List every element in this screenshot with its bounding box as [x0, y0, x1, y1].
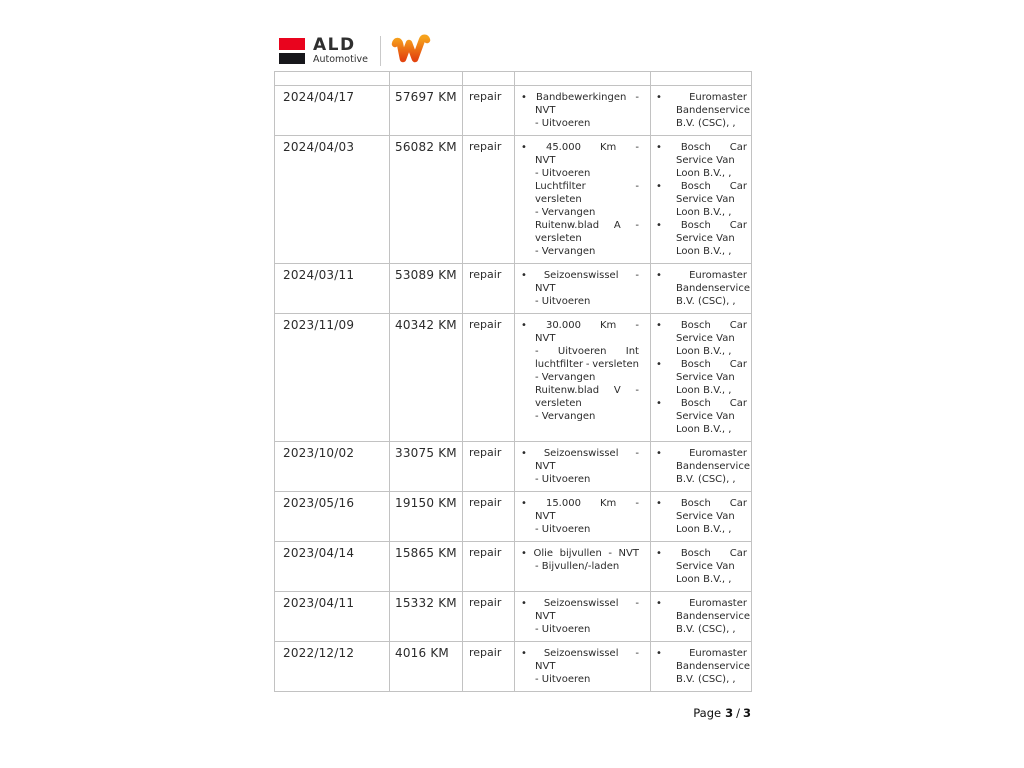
supplier-line: Service Van: [676, 155, 735, 166]
cell-supplier: [651, 136, 752, 264]
supplier-line: [656, 319, 747, 332]
cell-supplier: [651, 492, 752, 542]
supplier-line: [656, 497, 747, 510]
description-word: -: [635, 220, 639, 231]
supplier-line: B.V. (CSC), ,: [676, 674, 736, 685]
cell-type: repair: [463, 442, 515, 492]
table-row: [275, 642, 752, 692]
supplier-word: Car: [729, 548, 747, 559]
bullet-icon: •: [521, 320, 527, 331]
supplier-item: [656, 141, 747, 180]
supplier-line: Loon B.V., ,: [676, 424, 732, 435]
supplier-line: [656, 219, 747, 232]
supplier-line: Bandenservice: [676, 461, 750, 472]
service-history-body: [275, 72, 752, 692]
cell-type: repair: [463, 314, 515, 442]
page-total: 3: [742, 706, 751, 720]
supplier-line: B.V. (CSC), ,: [676, 474, 736, 485]
cell-mileage: 56082 KM: [390, 136, 463, 264]
ald-logo-text: [313, 37, 368, 65]
cell-description: [515, 442, 651, 492]
cell-description: [515, 86, 651, 136]
bullet-icon: •: [656, 220, 662, 231]
header-cell-empty: [463, 72, 515, 86]
description-line: [521, 269, 639, 282]
supplier-item: [656, 269, 750, 308]
description-word: -: [635, 270, 639, 281]
supplier-word: Car: [729, 181, 747, 192]
supplier-word: Euromaster: [689, 448, 747, 459]
description-word: Ruitenw.blad: [535, 220, 600, 231]
bullet-icon: •: [521, 142, 527, 153]
description-word: bijvullen: [559, 548, 602, 559]
description-line: [521, 91, 639, 104]
description-word: NVT: [618, 548, 639, 559]
supplier-item: [656, 358, 747, 397]
ald-logo-mark: [279, 38, 305, 64]
bullet-icon: •: [656, 359, 662, 370]
cell-supplier: [651, 642, 752, 692]
supplier-line: Loon B.V., ,: [676, 207, 732, 218]
supplier-word: Car: [729, 142, 747, 153]
cell-date: 2024/04/17: [275, 86, 390, 136]
cell-supplier: [651, 86, 752, 136]
description-word: Olie: [533, 548, 554, 559]
service-history-table: [274, 71, 752, 692]
table-row: [275, 442, 752, 492]
description-word: Seizoenswissel: [543, 448, 619, 459]
description-line: - Uitvoeren: [535, 624, 591, 635]
table-row: [275, 264, 752, 314]
bullet-icon: •: [656, 598, 662, 609]
supplier-word: Bosch: [680, 220, 711, 231]
page-current: 3: [725, 706, 734, 720]
description-line: [521, 219, 639, 232]
description-word: luchtfilter: [535, 359, 584, 370]
bullet-icon: •: [656, 270, 662, 281]
description-word: -: [585, 359, 590, 370]
cell-date: 2023/04/11: [275, 592, 390, 642]
description-word: -: [635, 498, 639, 509]
supplier-line: [656, 597, 747, 610]
supplier-line: [656, 91, 747, 104]
supplier-word: Bosch: [680, 548, 711, 559]
bullet-icon: •: [656, 320, 662, 331]
supplier-line: Service Van: [676, 511, 735, 522]
cell-supplier: [651, 592, 752, 642]
description-line: [521, 141, 639, 154]
cell-date: 2024/04/03: [275, 136, 390, 264]
description-line: - Uitvoeren: [535, 296, 591, 307]
description-line: - Vervangen: [535, 246, 596, 257]
description-line: NVT: [535, 461, 556, 472]
description-word: Uitvoeren: [557, 346, 607, 357]
bullet-icon: •: [656, 648, 662, 659]
cell-type: repair: [463, 642, 515, 692]
cell-description: [515, 264, 651, 314]
supplier-word: Euromaster: [689, 648, 747, 659]
description-line: - Bijvullen/-laden: [535, 561, 620, 572]
description-word: 45.000: [545, 142, 581, 153]
description-line: [521, 358, 639, 371]
description-word: -: [635, 448, 639, 459]
supplier-line: Service Van: [676, 372, 735, 383]
description-line: NVT: [535, 105, 556, 116]
table-row: [275, 592, 752, 642]
cell-type: repair: [463, 86, 515, 136]
cell-mileage: 15865 KM: [390, 542, 463, 592]
bullet-icon: •: [656, 92, 662, 103]
description-line: NVT: [535, 511, 556, 522]
cell-date: 2023/05/16: [275, 492, 390, 542]
supplier-line: Loon B.V., ,: [676, 385, 732, 396]
description-line: [521, 180, 639, 193]
cell-mileage: 40342 KM: [390, 314, 463, 442]
supplier-line: [656, 141, 747, 154]
supplier-line: Loon B.V., ,: [676, 246, 732, 257]
description-word: -: [635, 598, 639, 609]
cell-type: repair: [463, 542, 515, 592]
page-label: Page: [693, 706, 722, 720]
description-line: [521, 384, 639, 397]
cell-supplier: [651, 542, 752, 592]
cell-supplier: [651, 442, 752, 492]
supplier-item: [656, 647, 750, 686]
supplier-word: Car: [729, 498, 747, 509]
supplier-line: Service Van: [676, 194, 735, 205]
description-word: -: [635, 181, 639, 192]
description-word: V: [613, 385, 621, 396]
bullet-icon: •: [656, 142, 662, 153]
supplier-word: Bosch: [680, 181, 711, 192]
supplier-word: Car: [729, 398, 747, 409]
cell-type: repair: [463, 264, 515, 314]
supplier-item: [656, 597, 750, 636]
supplier-word: Bosch: [680, 320, 711, 331]
cell-description: [515, 592, 651, 642]
supplier-word: Euromaster: [689, 92, 747, 103]
cell-mileage: 4016 KM: [390, 642, 463, 692]
supplier-word: Bosch: [680, 359, 711, 370]
description-line: - Uitvoeren: [535, 168, 591, 179]
supplier-line: Service Van: [676, 411, 735, 422]
bullet-icon: •: [656, 548, 662, 559]
description-line: NVT: [535, 155, 556, 166]
page-separator: /: [736, 706, 740, 720]
supplier-item: [656, 91, 750, 130]
cell-date: 2023/10/02: [275, 442, 390, 492]
supplier-line: [656, 180, 747, 193]
supplier-line: B.V. (CSC), ,: [676, 296, 736, 307]
description-line: - Vervangen: [535, 207, 596, 218]
description-word: Seizoenswissel: [543, 598, 619, 609]
description-word: versleten: [592, 359, 639, 370]
description-line: versleten: [535, 194, 582, 205]
supplier-line: Loon B.V., ,: [676, 574, 732, 585]
supplier-item: [656, 180, 747, 219]
table-row: [275, 314, 752, 442]
description-word: A: [613, 220, 621, 231]
cell-supplier: [651, 314, 752, 442]
supplier-item: [656, 219, 747, 258]
header-cell-empty: [651, 72, 752, 86]
supplier-word: Bosch: [680, 398, 711, 409]
supplier-item: [656, 319, 747, 358]
supplier-line: Bandenservice: [676, 611, 750, 622]
supplier-line: Bandenservice: [676, 105, 750, 116]
description-word: -: [635, 648, 639, 659]
supplier-item: [656, 397, 747, 436]
bullet-icon: •: [521, 498, 527, 509]
cell-description: [515, 136, 651, 264]
supplier-line: [656, 397, 747, 410]
cell-description: [515, 492, 651, 542]
description-word: Luchtfilter: [535, 181, 586, 192]
supplier-line: Bandenservice: [676, 661, 750, 672]
description-word: Ruitenw.blad: [535, 385, 600, 396]
description-word: 15.000: [545, 498, 581, 509]
description-line: - Vervangen: [535, 411, 596, 422]
bullet-icon: •: [521, 270, 527, 281]
header-logos: [279, 33, 433, 69]
description-word: Bandbewerkingen: [535, 92, 627, 103]
supplier-line: Loon B.V., ,: [676, 524, 732, 535]
description-word: Km: [600, 142, 617, 153]
cell-mileage: 53089 KM: [390, 264, 463, 314]
ald-logo-title: ALD: [313, 35, 356, 56]
supplier-line: [656, 647, 747, 660]
cell-date: 2022/12/12: [275, 642, 390, 692]
description-word: Km: [600, 320, 617, 331]
supplier-line: [656, 269, 747, 282]
description-line: versleten: [535, 233, 582, 244]
description-word: Km: [600, 498, 617, 509]
cell-description: [515, 642, 651, 692]
description-word: -: [635, 320, 639, 331]
description-word: Seizoenswissel: [543, 270, 619, 281]
supplier-line: Service Van: [676, 333, 735, 344]
supplier-line: Service Van: [676, 561, 735, 572]
cell-description: [515, 542, 651, 592]
bullet-icon: •: [656, 498, 662, 509]
cell-mileage: 57697 KM: [390, 86, 463, 136]
cell-mileage: 15332 KM: [390, 592, 463, 642]
cell-date: 2023/11/09: [275, 314, 390, 442]
description-line: [521, 647, 639, 660]
cell-supplier: [651, 264, 752, 314]
cell-date: 2023/04/14: [275, 542, 390, 592]
supplier-line: B.V. (CSC), ,: [676, 118, 736, 129]
supplier-line: [656, 447, 747, 460]
supplier-line: Bandenservice: [676, 283, 750, 294]
cell-type: repair: [463, 492, 515, 542]
supplier-word: Euromaster: [689, 598, 747, 609]
bullet-icon: •: [521, 92, 527, 103]
header-cell-empty: [515, 72, 651, 86]
bullet-icon: •: [656, 181, 662, 192]
description-line: - Vervangen: [535, 372, 596, 383]
description-line: NVT: [535, 661, 556, 672]
header-row: [275, 72, 752, 86]
description-line: - Uitvoeren: [535, 118, 591, 129]
supplier-line: [656, 358, 747, 371]
description-word: -: [608, 548, 612, 559]
bullet-icon: •: [521, 598, 527, 609]
supplier-item: [656, 447, 750, 486]
table-row: [275, 542, 752, 592]
bullet-icon: •: [521, 648, 527, 659]
description-line: [521, 497, 639, 510]
description-line: [521, 547, 639, 560]
bullet-icon: •: [521, 448, 527, 459]
ald-logo-subtitle: Automotive: [313, 54, 368, 66]
table-row: [275, 86, 752, 136]
cell-date: 2024/03/11: [275, 264, 390, 314]
description-line: - Uitvoeren: [535, 474, 591, 485]
description-line: [521, 447, 639, 460]
cell-type: repair: [463, 136, 515, 264]
supplier-line: [656, 547, 747, 560]
supplier-word: Bosch: [680, 142, 711, 153]
bullet-icon: •: [521, 548, 527, 559]
description-line: [521, 597, 639, 610]
description-line: NVT: [535, 333, 556, 344]
cell-mileage: 19150 KM: [390, 492, 463, 542]
cell-description: [515, 314, 651, 442]
header-cell-empty: [275, 72, 390, 86]
description-word: -: [635, 142, 639, 153]
description-line: - Uitvoeren: [535, 524, 591, 535]
description-word: -: [635, 92, 639, 103]
supplier-word: Car: [729, 220, 747, 231]
supplier-item: [656, 497, 747, 536]
table-row: [275, 492, 752, 542]
table-row: [275, 136, 752, 264]
supplier-word: Bosch: [680, 498, 711, 509]
supplier-word: Car: [729, 320, 747, 331]
supplier-word: Car: [729, 359, 747, 370]
description-line: NVT: [535, 611, 556, 622]
supplier-line: Loon B.V., ,: [676, 168, 732, 179]
description-line: NVT: [535, 283, 556, 294]
supplier-line: Loon B.V., ,: [676, 346, 732, 357]
description-line: versleten: [535, 398, 582, 409]
description-line: [521, 345, 639, 358]
bullet-icon: •: [656, 448, 662, 459]
description-line: - Uitvoeren: [535, 674, 591, 685]
supplier-word: Euromaster: [689, 270, 747, 281]
cell-mileage: 33075 KM: [390, 442, 463, 492]
description-line: [521, 319, 639, 332]
header-cell-empty: [390, 72, 463, 86]
description-word: 30.000: [545, 320, 581, 331]
bullet-icon: •: [656, 398, 662, 409]
description-word: -: [635, 385, 639, 396]
supplier-item: [656, 547, 747, 586]
supplier-line: Service Van: [676, 233, 735, 244]
description-word: Int: [625, 346, 639, 357]
cell-type: repair: [463, 592, 515, 642]
description-word: -: [535, 346, 539, 357]
partner-logo-w-icon: [389, 33, 433, 69]
logo-divider: [380, 36, 381, 66]
description-word: Seizoenswissel: [543, 648, 619, 659]
supplier-line: B.V. (CSC), ,: [676, 624, 736, 635]
page-indicator: [274, 706, 751, 720]
